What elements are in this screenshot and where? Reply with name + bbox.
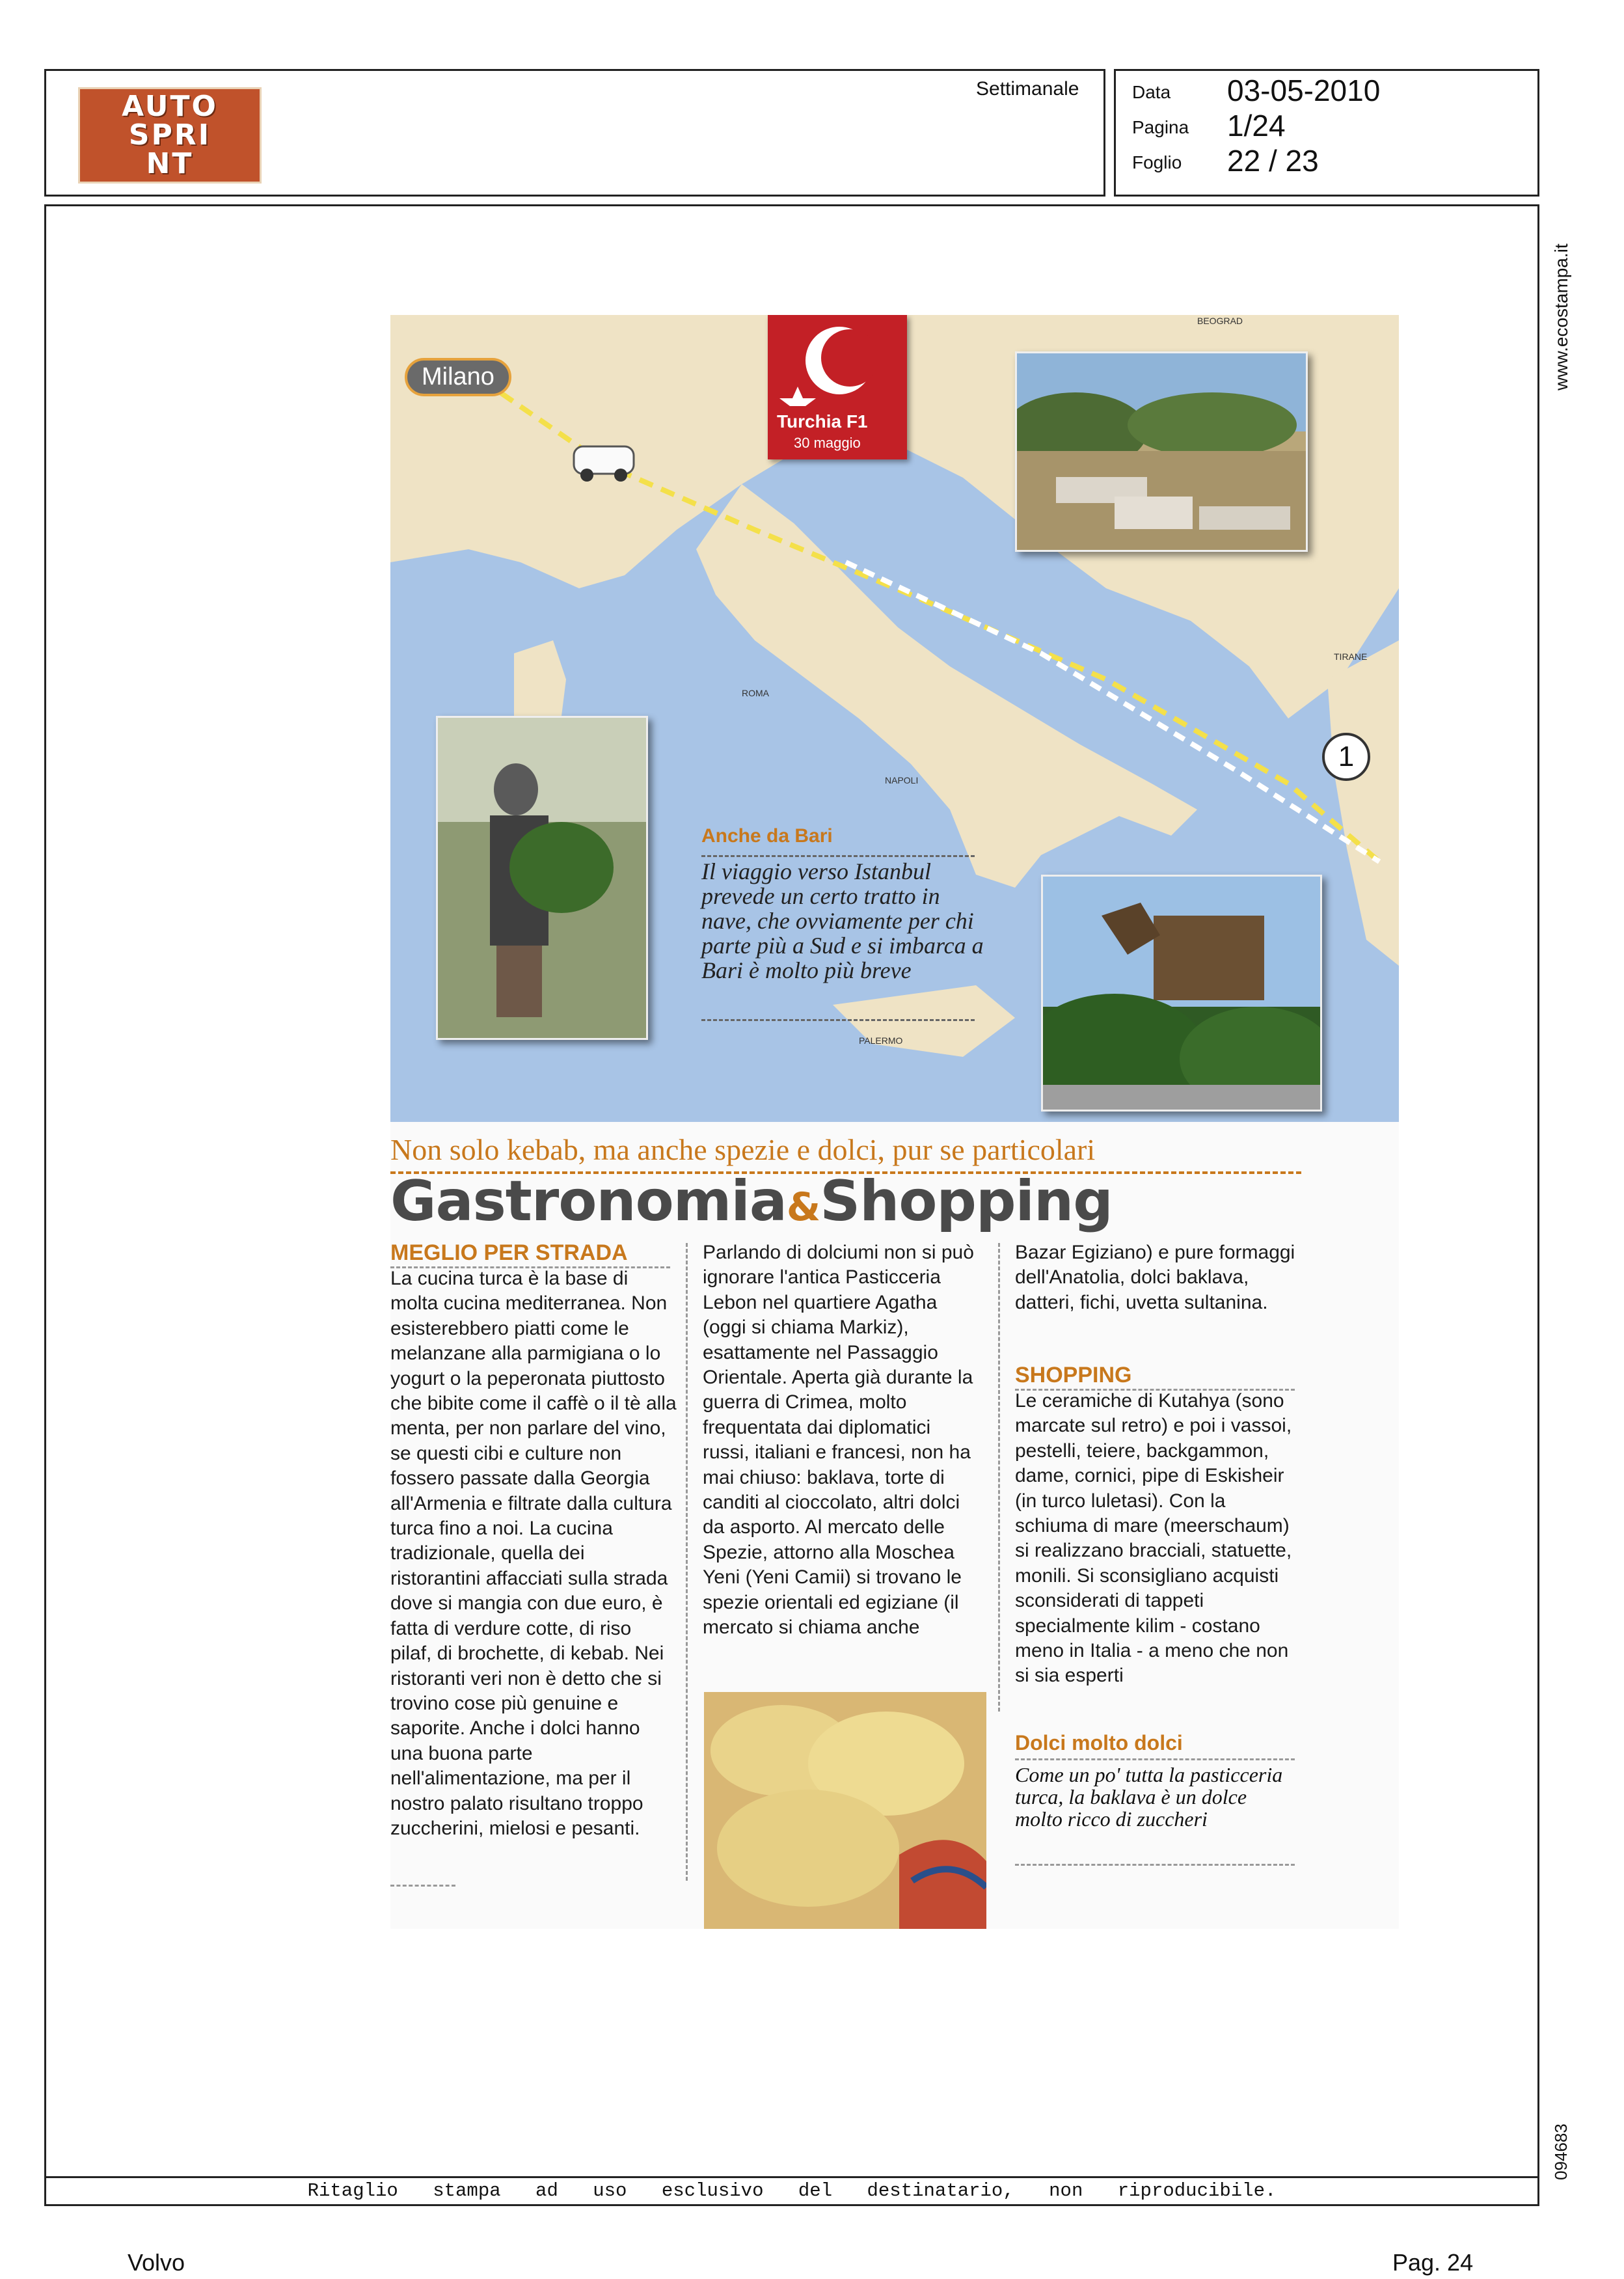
page-footer-page-number: Pag. 24 xyxy=(1392,2249,1474,2276)
side-code xyxy=(1551,2122,1577,2187)
photo-woman-herbs xyxy=(436,716,648,1040)
article-column-3-intro xyxy=(1015,1240,1301,1315)
city-tirane: TIRANE xyxy=(1334,651,1368,662)
side-website xyxy=(1551,215,1577,390)
city-napoli: NAPOLI xyxy=(885,775,919,785)
turkey-f1-tab xyxy=(768,315,907,459)
meta-value-data: 03-05-2010 xyxy=(1227,74,1381,107)
article-column-2 xyxy=(703,1240,976,1641)
photo-baklava xyxy=(704,1692,986,1929)
flag-label: Turchia F1 xyxy=(777,411,868,431)
land-balkans xyxy=(1327,640,1399,966)
headline-ampersand: & xyxy=(786,1184,820,1230)
meta-value-foglio: 22 / 23 xyxy=(1227,144,1319,178)
caption-bari-title: Anche da Bari xyxy=(701,825,833,847)
meta-value-pagina: 1/24 xyxy=(1227,109,1286,143)
city-beograd: BEOGRAD xyxy=(1197,316,1243,326)
column-separator-1 xyxy=(686,1243,688,1881)
caption-bari-rule-top xyxy=(701,855,975,857)
column-2-text: Parlando di dolciumi non si può ignorare l'antica Pasticceria Lebon nel quartiere Agatha (oggi si chiama Markiz), esattamente nel Passaggio Orientale. Aperta già durante la guerra di Crimea, molto frequentata dai diplomatici russi, italiani e francesi, non ha mai chiuso: baklava, torte di canditi al cioccolato, altri dolci da asporto. Al mercato delle Spezie, attorno alla Moschea Yeni (Yeni Camii) si trovano le spezie orientali ed egiziane (il mercato si chiama anche xyxy=(703,1242,974,1639)
column-1-end-rule xyxy=(390,1885,455,1887)
publication-type: Settimanale xyxy=(976,78,1079,100)
trojan-horse-image xyxy=(1043,877,1320,1110)
sweet-caption-title: Dolci molto dolci xyxy=(1015,1731,1183,1754)
city-palermo: PALERMO xyxy=(859,1035,903,1046)
article-headline xyxy=(390,1169,1113,1234)
page-footer-client: Volvo xyxy=(128,2249,185,2276)
column-3-intro-text: Bazar Egiziano) e pure formaggi dell'Anatolia, dolci baklava, datteri, fichi, uvetta sultanina. xyxy=(1015,1242,1295,1313)
side-code-text: 094683 xyxy=(1551,2123,1571,2180)
headline-gastronomia: Gastronomia xyxy=(390,1169,787,1234)
side-website-text: www.ecostampa.it xyxy=(1551,243,1571,390)
headline-shopping: Shopping xyxy=(820,1169,1113,1234)
column-separator-2 xyxy=(998,1243,1000,1712)
footer-rule xyxy=(44,2176,1539,2178)
ruins-image xyxy=(1017,353,1306,550)
start-label-milano: Milano xyxy=(405,358,511,396)
land-sicily xyxy=(833,985,1015,1057)
article-kicker: Non solo kebab, ma anche spezie e dolci, pur se particolari xyxy=(390,1133,1096,1166)
meta-label-pagina: Pagina xyxy=(1132,117,1189,137)
section-title-meglio-per-strada: MEGLIO PER STRADA xyxy=(390,1240,628,1265)
photo-trojan-horse xyxy=(1041,875,1322,1112)
route-map xyxy=(390,315,1399,1122)
autosprint-logo xyxy=(78,87,262,184)
city-roma: ROMA xyxy=(742,688,769,698)
clipping-disclaimer: Ritaglio stampa ad uso esclusivo del destinatario, non riproducibile. xyxy=(307,2180,1277,2202)
logo-line-2: SPRI xyxy=(128,118,211,152)
column-3-shopping-text: Le ceramiche di Kutahya (sono marcate sul retro) e poi i vassoi, pestelli, teiere, backgammon, dame, cornici, pipe di Eskisheir (in turco luletasi). Con la schiuma di mare (meerschaum) si realizzano bracciali, statuette, monili. Si sconsigliano acquisti sconsiderati di tappeti specialmente kilim - costano meno in Italia - a meno che non si sia esperti xyxy=(1015,1390,1292,1687)
photo-ruins xyxy=(1015,351,1308,552)
flag-date: 30 maggio xyxy=(794,435,861,451)
woman-image xyxy=(438,718,646,1038)
article-column-3-shopping xyxy=(1015,1389,1301,1689)
baklava-image xyxy=(704,1692,986,1929)
turkish-flag-icon xyxy=(768,315,907,406)
caption-bari-rule-bottom xyxy=(701,1019,975,1021)
logo-line-1: AUTO xyxy=(122,90,218,123)
caption-bari-text: Il viaggio verso Istanbul prevede un certo tratto in nave, che ovviamente per chi parte più a Sud e si imbarca a Bari è molto più breve xyxy=(701,858,984,983)
column-1-text: La cucina turca è la base di molta cucina mediterranea. Non esisterebbero piatti come le melanzane alla parmigiana o lo yogurt o la peperonata piuttosto che bibite come il caffè o il tè alla menta, per non parlare del vino, se questi cibi e culture non fossero passate dalla Georgia all'Armenia e filtrate dalla cultura turca fino a noi. La cucina tradizionale, quella dei ristorantini affacciati sulla strada dove si mangia con due euro, è fatta di verdure cotte, di riso pilaf, di brochette, di kebab. Nei ristoranti veri non è detto che si trovino cose più genuine e saporite. Anche i dolci hanno una buona parte nell'alimentazione, ma per il nostro palato risultano troppo zuccherini, mielosi e pesanti. xyxy=(390,1268,677,1839)
meta-label-data: Data xyxy=(1132,82,1171,102)
article-column-1 xyxy=(390,1266,677,1841)
route-stop-number: 1 xyxy=(1322,733,1370,781)
sweet-caption-text: Come un po' tutta la pasticceria turca, la baklava è un dolce molto ricco di zuccheri xyxy=(1015,1763,1283,1831)
meta-label-foglio: Foglio xyxy=(1132,152,1182,172)
section-title-shopping: SHOPPING xyxy=(1015,1363,1132,1387)
sweet-caption-rule-bottom xyxy=(1015,1864,1295,1866)
sweet-caption-rule-top xyxy=(1015,1758,1295,1760)
logo-line-3: NT xyxy=(146,147,194,180)
